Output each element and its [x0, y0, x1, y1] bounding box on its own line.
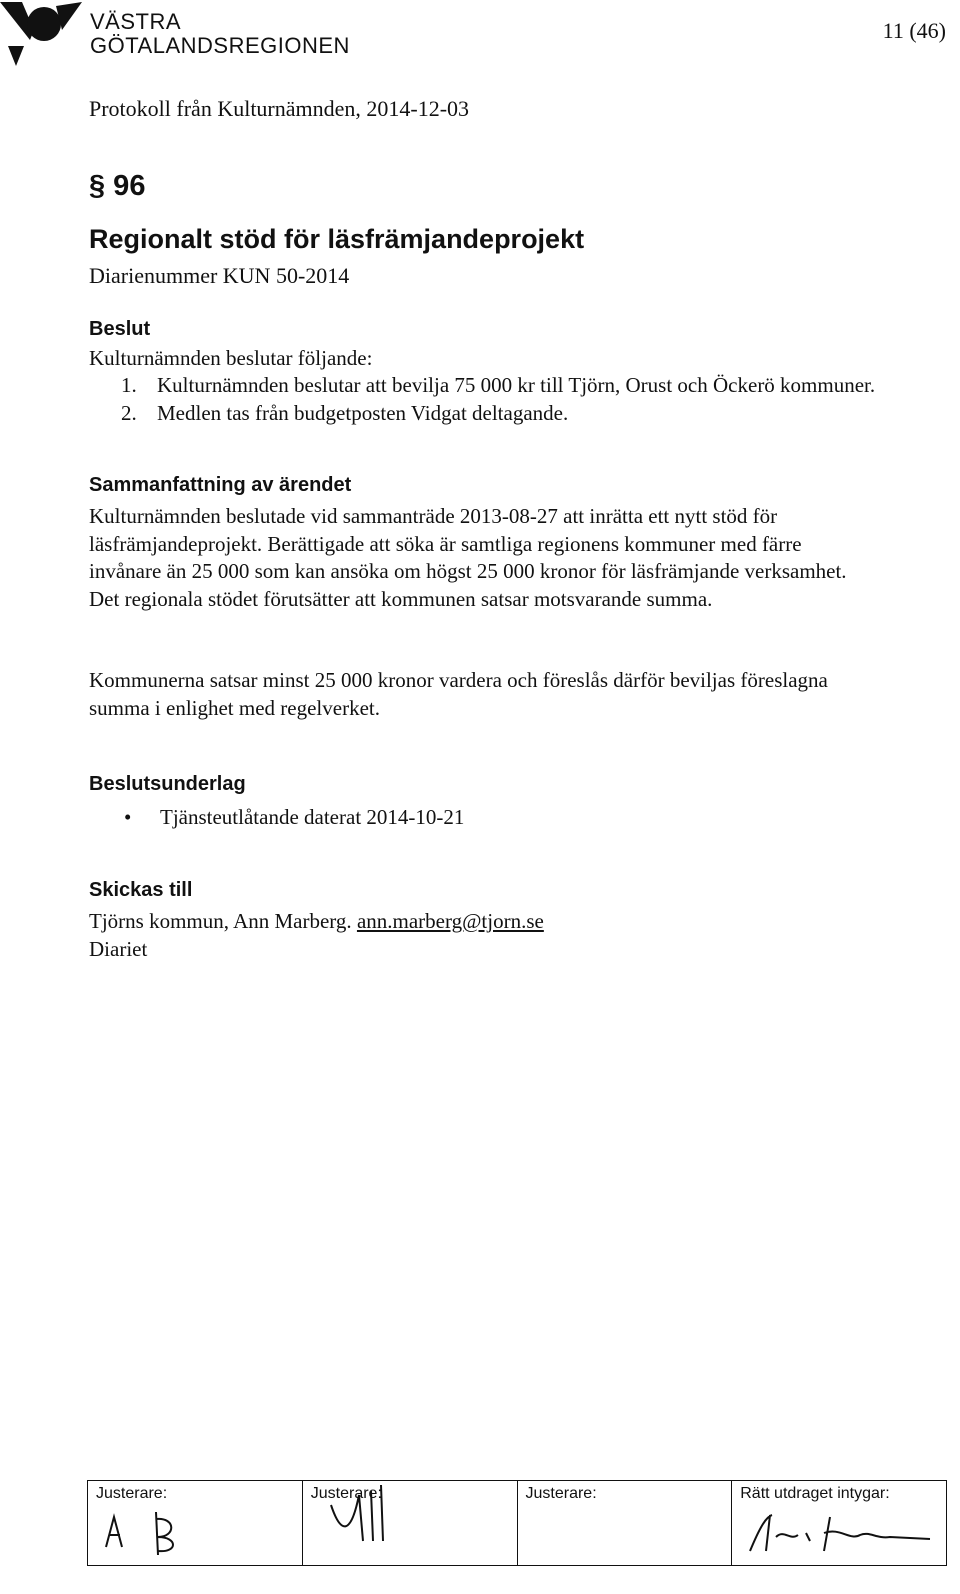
- signature-cell: Justerare:: [517, 1481, 732, 1566]
- org-line-2: GÖTALANDSREGIONEN: [90, 33, 350, 58]
- signature-cell: Rätt utdraget intygar:: [732, 1481, 947, 1566]
- sammanfattning-paragraph-2: Kommunerna satsar minst 25 000 kronor vardera och föreslås därför beviljas föreslagna summa i enlighet med regelverket.: [89, 668, 828, 720]
- region-logo: [0, 0, 88, 70]
- signature-image: [96, 1507, 216, 1557]
- beslutsunderlag-item: • Tjänsteutlåtande daterat 2014-10-21: [124, 804, 464, 832]
- organization-name: [90, 10, 350, 58]
- email-link[interactable]: ann.marberg@tjorn.se: [356, 909, 544, 933]
- skickas-till-line-1: Tjörns kommun, Ann Marberg. ann.marberg@tjorn.se: [89, 909, 544, 933]
- org-line-1: VÄSTRA: [90, 9, 182, 34]
- section-title: Regionalt stöd för läsfrämjandeprojekt: [89, 224, 585, 254]
- list-item: 2. Medlen tas från budgetposten Vidgat deltagande.: [121, 400, 569, 425]
- beslut-intro: Kulturnämnden beslutar följande:: [89, 346, 373, 370]
- beslutsunderlag-heading: Beslutsunderlag: [89, 773, 246, 795]
- sammanfattning-heading: Sammanfattning av ärendet: [89, 474, 352, 496]
- section-number: § 96: [89, 170, 146, 202]
- bullet-icon: •: [124, 805, 132, 829]
- signature-table: [87, 1480, 947, 1566]
- beslut-heading: Beslut: [89, 318, 151, 340]
- sammanfattning-paragraph-1: Kulturnämnden beslutade vid sammanträde 2013-08-27 att inrätta ett nytt stöd för läsfrämjandeprojekt. Berättigade att söka är samtliga regionens kommuner med färre invånare än 25 000 som kan ansöka om högst 25 000 kronor för läsfrämjande verksamhet. Det regionala stödet förutsätter att kommunen satsar motsvarande summa.: [89, 504, 847, 611]
- signature-image: [740, 1507, 940, 1557]
- diarienummer: Diarienummer KUN 50-2014: [89, 263, 350, 288]
- page-number: 11 (46): [882, 18, 946, 43]
- signature-image: [311, 1485, 431, 1545]
- skickas-till-heading: Skickas till: [89, 879, 193, 901]
- skickas-till-line-2: Diariet: [89, 937, 148, 961]
- signature-cell: Justerare:: [88, 1481, 303, 1566]
- beslut-list: [121, 372, 881, 427]
- list-item: 1. Kulturnämnden beslutar att bevilja 75 000 kr till Tjörn, Orust och Öckerö kommuner.: [121, 373, 876, 397]
- protocol-subtitle: Protokoll från Kulturnämnden, 2014-12-03: [89, 96, 470, 121]
- signature-cell: Justerare:: [302, 1481, 517, 1566]
